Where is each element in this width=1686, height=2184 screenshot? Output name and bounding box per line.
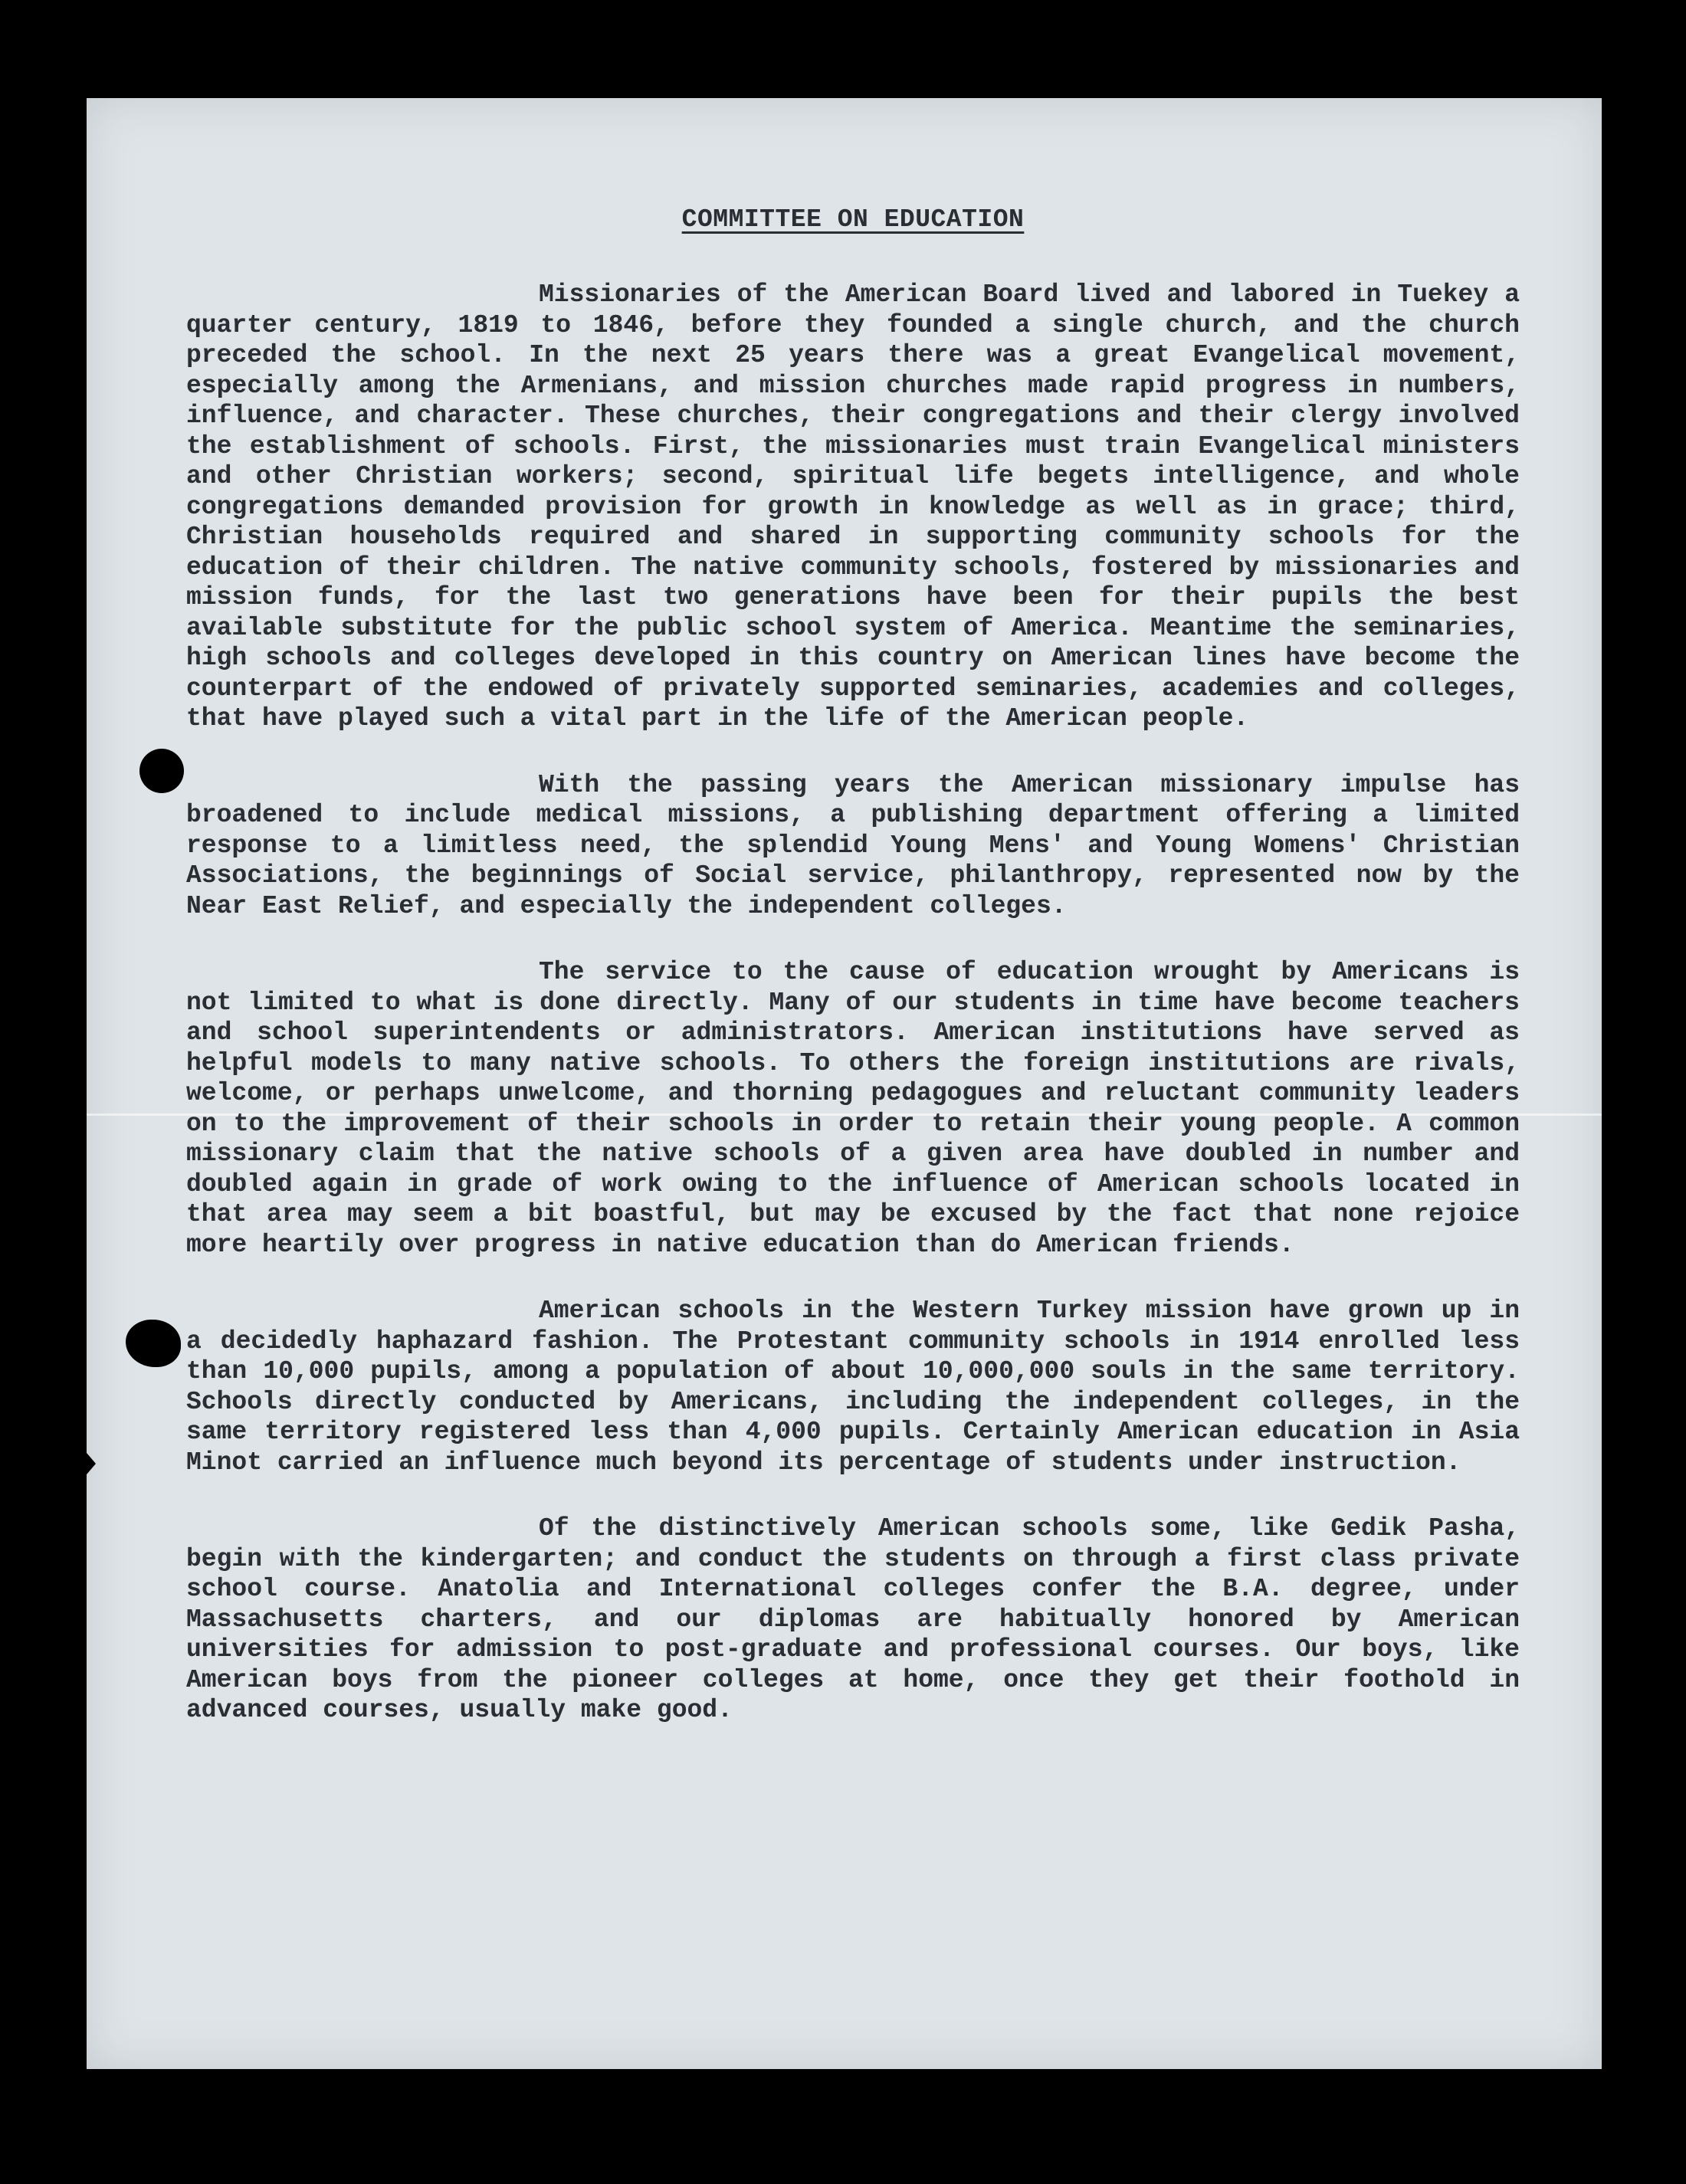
punch-hole-upper	[139, 749, 184, 793]
paragraph-1: Missionaries of the American Board lived and labored in Tuekey a quarter century, 1819 to 1846, before they founded a single church, and the church preceded the school. In the next 25 years there was a great Evangelical movement, especially among the Armenians, and mission churches made rapid progress in numbers, influence, and character. These churches, their congregations and their clergy involved the establishment of schools. First, the missionaries must train Evangelical ministers and other Christian workers; second, spiritual life begets intelligence, and whole congregations demanded provision for growth in knowledge as well as in grace; third, Christian households required and shared in supporting community schools for the education of their children. The native community schools, fostered by missionaries and mission funds, for the last two generations have been for their pupils the best available substitute for the public school system of America. Meantime the seminaries, high schools and colleges developed in this country on American lines have become the counterpart of the endowed of privately supported seminaries, academies and colleges, that have played such a vital part in the life of the American people.	[186, 280, 1520, 733]
page-edge-tear	[87, 1453, 96, 1474]
paragraph-2: With the passing years the American missionary impulse has broadened to include medical missions, a publishing department offering a limited response to a limitless need, the splendid Young Mens' and Young Womens' Christian Associations, the beginnings of Social service, philanthropy, represented now by the Near East Relief, and especially the independent colleges.	[186, 770, 1520, 920]
paragraph-5: Of the distinctively American schools some, like Gedik Pasha, begin with the kindergarten; and conduct the students on through a first class private school course. Anatolia and International colleges confer the B.A. degree, under Massachusetts charters, and our diplomas are habitually honored by American universities for admission to post-graduate and professional courses. Our boys, like American boys from the pioneer colleges at home, once they get their foothold in advanced courses, usually make good.	[186, 1514, 1520, 1724]
paragraph-4: American schools in the Western Turkey mission have grown up in a decidedly haphazard fashion. The Protestant community schools in 1914 enrolled less than 10,000 pupils, among a population of about 10,000,000 souls in the same territory. Schools directly conducted by Americans, including the independent colleges, in the same territory registered less than 4,000 pupils. Certainly American education in Asia Minot carried an influence much beyond its percentage of students under instruction.	[186, 1297, 1520, 1477]
punch-hole-lower	[126, 1320, 181, 1367]
paragraph-3: The service to the cause of education wrought by Americans is not limited to what is done directly. Many of our students in time have become teachers and school superintendents or administrators. American institutions have served as helpful models to many native schools. To others the foreign institutions are rivals, welcome, or perhaps unwelcome, and thorning pedagogues and reluctant community leaders on to the improvement of their schools in order to retain their young people. A common missionary claim that the native schools of a given area have doubled in number and doubled again in grade of work owing to the influence of American schools located in that area may seem a bit boastful, but may be excused by the fact that none rejoice more heartily over progress in native education than do American friends.	[186, 958, 1520, 1259]
document-body	[186, 205, 1520, 1762]
document-page	[87, 98, 1602, 2069]
document-title: COMMITTEE ON EDUCATION	[681, 205, 1025, 234]
